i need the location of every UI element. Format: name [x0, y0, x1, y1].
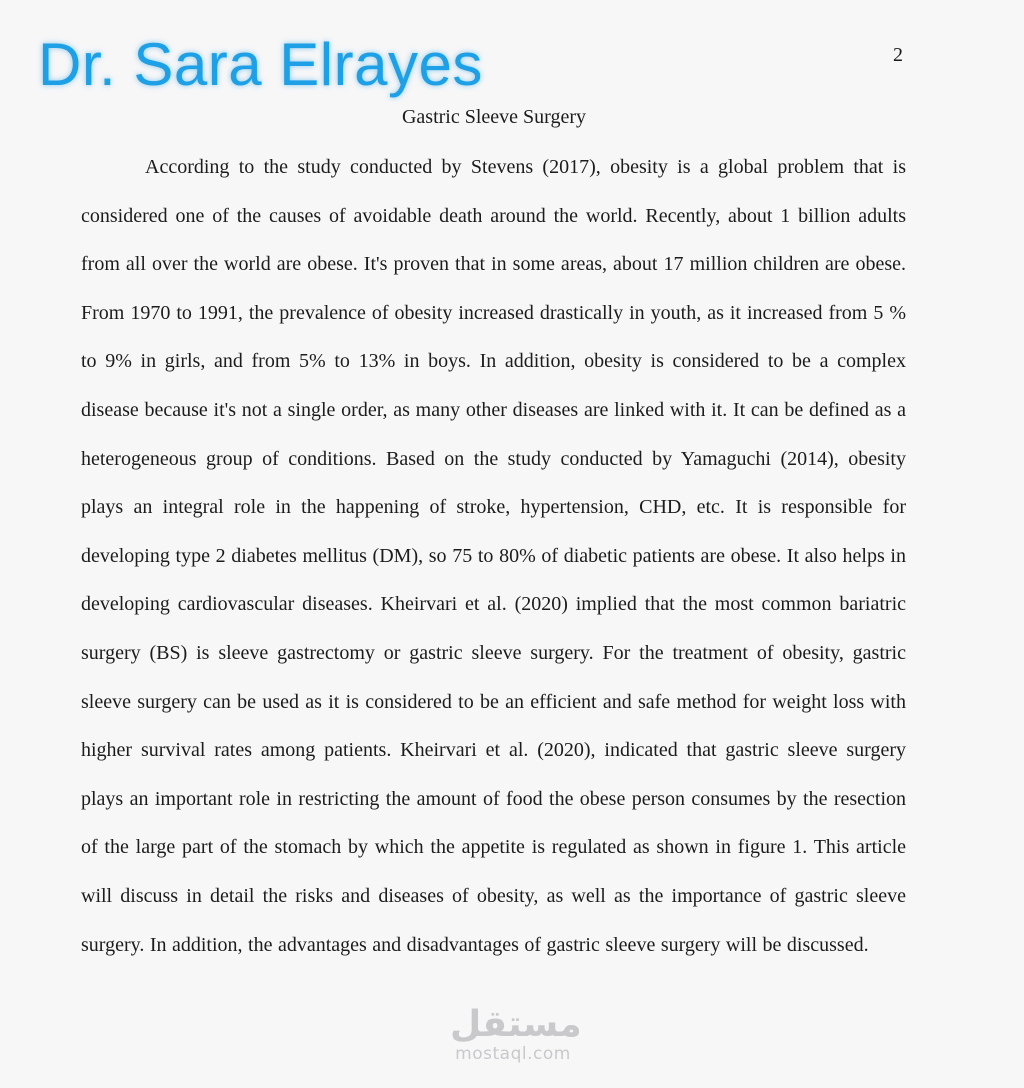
logo-arabic-text: مستقل	[450, 1004, 582, 1045]
document-title: Gastric Sleeve Surgery	[401, 106, 587, 128]
logo-latin-text: mostaql.com	[455, 1044, 571, 1064]
page-number: 2	[893, 44, 903, 66]
author-watermark: Dr. Sara Elrayes	[38, 31, 483, 98]
body-paragraph: According to the study conducted by Stevens (2017), obesity is a global problem that is considered one of the causes of avoidable death around the world. Recently, about 1 billion adults from all over the world are obese. It's proven that in some areas, about 17 million children are obese. From 1970 to 1991, the prevalence of obesity increased drastically in youth, as it increased from 5 % to 9% in girls, and from 5% to 13% in boys. In addition, obesity is considered to be a complex disease because it's not a single order, as many other diseases are linked with it. It can be defined as a heterogeneous group of conditions. Based on the study conducted by Yamaguchi (2014), obesity plays an integral role in the happening of stroke, hypertension, CHD, etc. It is responsible for developing type 2 diabetes mellitus (DM), so 75 to 80% of diabetic patients are obese. It also helps in developing cardiovascular diseases. Kheirvari et al. (2020) implied that the most common bariatric surgery (BS) is sleeve gastrectomy or gastric sleeve surgery. For the treatment of obesity, gastric sleeve surgery can be used as it is considered to be an efficient and safe method for weight loss with higher survival rates among patients. Kheirvari et al. (2020), indicated that gastric sleeve surgery plays an important role in restricting the amount of food the obese person consumes by the resection of the large part of the stomach by which the appetite is regulated as shown in figure 1. This article will discuss in detail the risks and diseases of obesity, as well as the importance of gastric sleeve surgery. In addition, the advantages and disadvantages of gastric sleeve surgery will be discussed.	[81, 156, 906, 956]
mostaql-logo	[450, 1004, 582, 1064]
